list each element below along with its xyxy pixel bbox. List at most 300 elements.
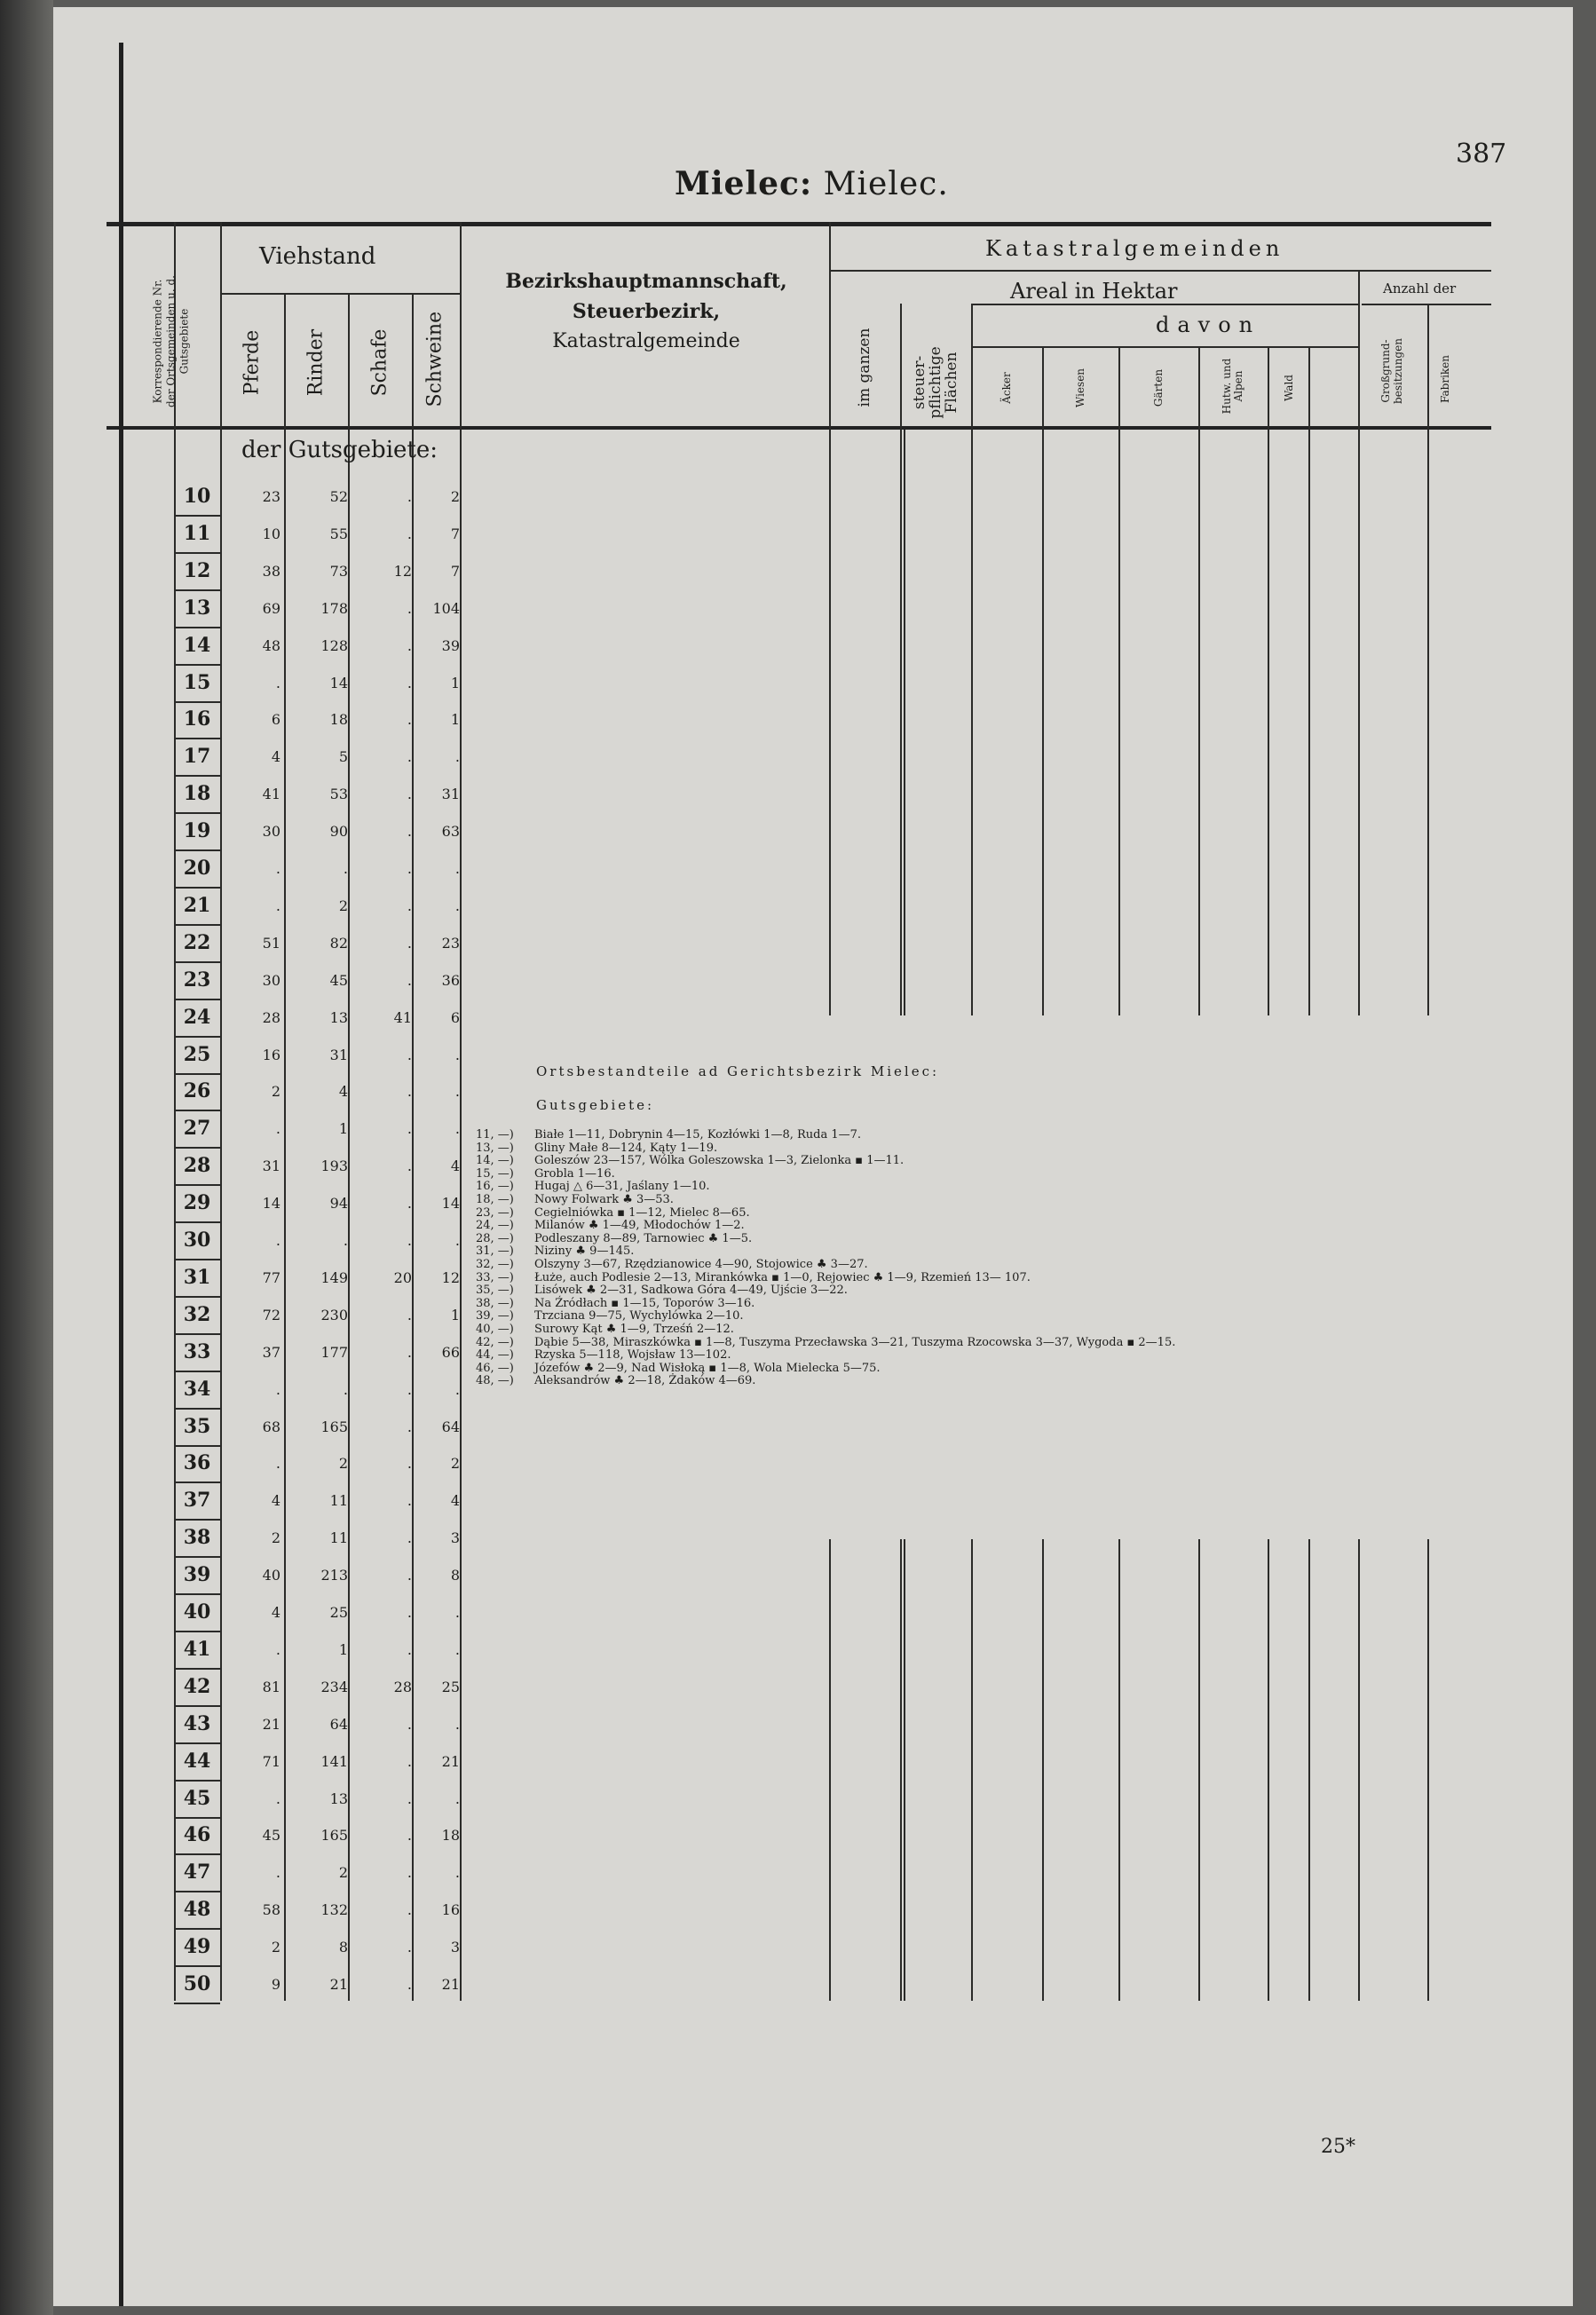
- table-row: [174, 1967, 460, 2004]
- cell-rinder: 11: [329, 1529, 348, 1547]
- cell-rinder: 1: [338, 1120, 348, 1138]
- cell-schafe: .: [407, 1046, 412, 1063]
- cell-pferde: 48: [262, 636, 280, 654]
- row-number: 47: [183, 1861, 211, 1884]
- cell-rinder: 165: [320, 1418, 348, 1435]
- ortsbestandteil-entry: [476, 1245, 1175, 1259]
- cell-schafe: .: [407, 1939, 412, 1956]
- table-row: [174, 889, 460, 926]
- cell-pferde: 4: [271, 1604, 280, 1621]
- book-spine-shadow: [0, 0, 53, 2315]
- cell-schweine: .: [454, 1604, 460, 1621]
- table-row: [174, 517, 460, 554]
- cell-schafe: .: [407, 1827, 412, 1845]
- entry-text: Goleszów 23—157, Wólka Goleszowska 1—3, Zielonka ▪ 1—11.: [534, 1154, 905, 1168]
- table-row: [174, 1855, 460, 1892]
- gutsgebiete-subheading: Gutsgebiete:: [536, 1097, 655, 1113]
- cell-pferde: 4: [271, 748, 280, 766]
- cell-pferde: .: [275, 1790, 280, 1807]
- cell-pferde: .: [275, 1380, 280, 1398]
- entry-text: Trzciana 9—75, Wychylówka 2—10.: [534, 1309, 744, 1323]
- cell-schweine: 3: [450, 1939, 460, 1956]
- cell-rinder: 1: [338, 1640, 348, 1658]
- cell-schafe: .: [407, 1195, 412, 1213]
- header-steuerpflichtige: steuer-pflichtige Flächen: [911, 346, 960, 419]
- body-col-line: [1118, 1539, 1120, 2001]
- entry-number: 40, —): [476, 1322, 514, 1336]
- cell-schweine: 6: [450, 1008, 460, 1026]
- cell-schafe: .: [407, 1158, 412, 1175]
- signature-mark: 25*: [1321, 2136, 1355, 2158]
- body-col-line: [904, 1539, 905, 2001]
- col-line: [1427, 304, 1429, 430]
- cell-schweine: 104: [432, 599, 460, 617]
- table-row: [174, 666, 460, 703]
- cell-schweine: 21: [441, 1976, 460, 1993]
- cell-schweine: .: [454, 1046, 460, 1063]
- table-row: [174, 926, 460, 963]
- table-row: [174, 1818, 460, 1855]
- body-col-line: [1198, 1539, 1200, 2001]
- cell-pferde: 37: [262, 1343, 280, 1361]
- cell-schafe: .: [407, 674, 412, 691]
- row-number: 33: [183, 1339, 211, 1363]
- page: [53, 7, 1573, 2306]
- cell-schweine: .: [454, 748, 460, 766]
- ortsbestandteil-entry: [476, 1129, 1175, 1142]
- areal-header: Areal in Hektar: [1010, 279, 1178, 304]
- cell-schweine: 7: [450, 525, 460, 542]
- cell-schafe: .: [407, 934, 412, 952]
- row-number: 35: [183, 1414, 211, 1438]
- cell-rinder: 82: [329, 934, 348, 952]
- cell-pferde: .: [275, 860, 280, 877]
- cell-rinder: 14: [329, 674, 348, 691]
- table-row: [174, 1670, 460, 1707]
- ortsbestandteil-entry: [476, 1375, 1175, 1388]
- cell-schafe: .: [407, 860, 412, 877]
- cell-rinder: 25: [329, 1604, 348, 1621]
- cell-schafe: 41: [393, 1008, 412, 1026]
- cell-schafe: .: [407, 1752, 412, 1770]
- bezirk-line1: Bezirkshauptmannschaft,: [505, 270, 787, 293]
- body-col-line: [1308, 430, 1310, 1015]
- header-aecker: Äcker: [1000, 372, 1013, 404]
- col-line: [1358, 270, 1360, 430]
- entry-number: 13, —): [476, 1141, 514, 1155]
- cell-pferde: 68: [262, 1418, 280, 1435]
- cell-schweine: 36: [441, 971, 460, 989]
- table-row: [174, 1483, 460, 1521]
- cell-schafe: .: [407, 1901, 412, 1919]
- row-number: 34: [183, 1377, 211, 1401]
- cell-schweine: .: [454, 1715, 460, 1733]
- davon-header: davon: [1156, 312, 1261, 337]
- cell-pferde: 45: [262, 1827, 280, 1845]
- cell-schafe: .: [407, 971, 412, 989]
- header-im-ganzen: im ganzen: [856, 328, 873, 407]
- entry-text: Lisówek ♣ 2—31, Sadkowa Góra 4—49, Ujście 3—22.: [534, 1284, 848, 1298]
- cell-schafe: .: [407, 488, 412, 505]
- cell-rinder: 31: [329, 1046, 348, 1063]
- cell-schafe: .: [407, 1567, 412, 1584]
- cell-schafe: .: [407, 823, 412, 841]
- table-top-rule: [107, 222, 1491, 226]
- ortsbestandteil-entry: [476, 1272, 1175, 1285]
- body-col-line: [829, 1539, 831, 2001]
- cell-schafe: .: [407, 1715, 412, 1733]
- entry-number: 18, —): [476, 1192, 514, 1206]
- table-row: [174, 554, 460, 591]
- cell-schafe: .: [407, 786, 412, 803]
- cell-schweine: 8: [450, 1567, 460, 1584]
- cell-pferde: 31: [262, 1158, 280, 1175]
- cell-schafe: .: [407, 1232, 412, 1249]
- cell-schweine: 1: [450, 1306, 460, 1323]
- cell-schweine: 21: [441, 1752, 460, 1770]
- body-col-line: [1308, 1539, 1310, 2001]
- cell-pferde: .: [275, 1120, 280, 1138]
- cell-rinder: 52: [329, 488, 348, 505]
- cell-schweine: .: [454, 1864, 460, 1882]
- cell-schweine: .: [454, 897, 460, 914]
- cell-schweine: 4: [450, 1492, 460, 1510]
- cell-pferde: 2: [271, 1083, 280, 1101]
- body-col-line: [1042, 1539, 1044, 2001]
- body-col-line: [1042, 430, 1044, 1015]
- cell-schweine: .: [454, 860, 460, 877]
- cell-schafe: .: [407, 1492, 412, 1510]
- cell-schafe: 12: [393, 562, 412, 580]
- cell-schafe: 28: [393, 1678, 412, 1695]
- cell-schweine: .: [454, 1640, 460, 1658]
- ortsbestandteil-entry: [476, 1168, 1175, 1181]
- header-pferde: Pferde: [241, 329, 264, 396]
- entry-number: 39, —): [476, 1309, 514, 1323]
- entry-number: 15, —): [476, 1166, 514, 1181]
- section-title: der Gutsgebiete:: [241, 437, 438, 463]
- col-line: [829, 222, 831, 430]
- cell-rinder: 18: [329, 711, 348, 729]
- table-row: [174, 1595, 460, 1632]
- cell-schweine: 18: [441, 1827, 460, 1845]
- table-row: [174, 702, 460, 739]
- cell-rinder: 94: [329, 1195, 348, 1213]
- cell-rinder: 178: [320, 599, 348, 617]
- ortsbestandteil-entry: [476, 1181, 1175, 1194]
- table-row: [174, 1521, 460, 1558]
- cell-schweine: 1: [450, 711, 460, 729]
- entry-number: 46, —): [476, 1361, 514, 1375]
- cell-rinder: .: [343, 860, 348, 877]
- ortsbestandteil-entry: [476, 1233, 1175, 1246]
- row-number: 14: [183, 633, 211, 657]
- entry-text: Podleszany 8—89, Tarnowiec ♣ 1—5.: [534, 1231, 753, 1245]
- cell-schweine: 2: [450, 488, 460, 505]
- cell-schafe: 20: [393, 1268, 412, 1286]
- cell-schweine: .: [454, 1120, 460, 1138]
- cell-schafe: .: [407, 1083, 412, 1101]
- table-row: [174, 628, 460, 666]
- ortsbestandteil-entry: [476, 1142, 1175, 1156]
- row-number: 31: [183, 1265, 211, 1289]
- row-number: 10: [183, 485, 211, 508]
- row-rule: [174, 2003, 220, 2004]
- cell-schweine: .: [454, 1380, 460, 1398]
- entry-number: 14, —): [476, 1154, 514, 1168]
- row-number: 50: [183, 1972, 211, 1995]
- header-schafe: Schafe: [368, 328, 391, 397]
- row-number: 39: [183, 1563, 211, 1587]
- entry-text: Grobla 1—16.: [534, 1166, 615, 1181]
- row-number: 18: [183, 782, 211, 806]
- body-col-line: [900, 1539, 902, 2001]
- ortsbestandteil-entry: [476, 1207, 1175, 1221]
- row-number: 25: [183, 1042, 211, 1066]
- cell-rinder: 2: [338, 897, 348, 914]
- cell-schafe: .: [407, 1120, 412, 1138]
- cell-pferde: .: [275, 1864, 280, 1882]
- table-row: [174, 963, 460, 1000]
- cell-schafe: .: [407, 1306, 412, 1323]
- cell-rinder: 64: [329, 1715, 348, 1733]
- header-wiesen: Wiesen: [1074, 367, 1086, 408]
- body-col-line: [1358, 1539, 1360, 2001]
- davon-rule: [971, 346, 1358, 348]
- col-line: [900, 304, 902, 430]
- cell-pferde: 2: [271, 1529, 280, 1547]
- cell-rinder: 2: [338, 1455, 348, 1473]
- body-col-line: [829, 430, 831, 1015]
- cell-pferde: 41: [262, 786, 280, 803]
- row-number: 38: [183, 1526, 211, 1550]
- entry-text: Aleksandrów ♣ 2—18, Żdaków 4—69.: [534, 1374, 756, 1388]
- cell-pferde: 21: [262, 1715, 280, 1733]
- col-line: [971, 304, 973, 430]
- table-row: [174, 1223, 460, 1260]
- row-number: 30: [183, 1229, 211, 1252]
- table-row: [174, 1558, 460, 1595]
- entry-text: Dąbie 5—38, Miraszkówka ▪ 1—8, Tuszyma Przecławska 3—21, Tuszyma Rzocowska 3—37, Wygoda ▪ 2—15.: [534, 1335, 1176, 1349]
- cell-schafe: .: [407, 636, 412, 654]
- body-col-line: [1268, 1539, 1269, 2001]
- cell-rinder: 73: [329, 562, 348, 580]
- cell-schweine: 64: [441, 1418, 460, 1435]
- col-line: [460, 222, 462, 2001]
- cell-rinder: 4: [338, 1083, 348, 1101]
- cell-pferde: 4: [271, 1492, 280, 1510]
- header-gaerten: Gärten: [1152, 368, 1165, 407]
- areal-rule: [971, 304, 1358, 305]
- margin-rule: [119, 43, 123, 2306]
- row-number: 36: [183, 1451, 211, 1475]
- entry-text: Nowy Folwark ♣ 3—53.: [534, 1192, 674, 1206]
- cell-schafe: .: [407, 1343, 412, 1361]
- ortsbestandteil-entry: [476, 1349, 1175, 1363]
- header-rinder: Rinder: [304, 328, 328, 397]
- table-row: [174, 1410, 460, 1447]
- cell-schweine: 3: [450, 1529, 460, 1547]
- body-col-line: [971, 1539, 973, 2001]
- cell-rinder: 132: [320, 1901, 348, 1919]
- cell-pferde: 9: [271, 1976, 280, 1993]
- entry-number: 16, —): [476, 1180, 514, 1194]
- cell-pferde: 72: [262, 1306, 280, 1323]
- entry-number: 42, —): [476, 1335, 514, 1349]
- katastral-rule: [829, 270, 1491, 272]
- cell-pferde: .: [275, 674, 280, 691]
- cell-rinder: 21: [329, 1976, 348, 1993]
- cell-schweine: 25: [441, 1678, 460, 1695]
- cell-rinder: .: [343, 1380, 348, 1398]
- row-number: 37: [183, 1489, 211, 1513]
- cell-rinder: 8: [338, 1939, 348, 1956]
- cell-schafe: .: [407, 1455, 412, 1473]
- table-row: [174, 739, 460, 777]
- entry-text: Olszyny 3—67, Rzędzianowice 4—90, Stojowice ♣ 3—27.: [534, 1257, 868, 1271]
- cell-schweine: 7: [450, 562, 460, 580]
- col-line: [1042, 346, 1044, 430]
- cell-rinder: 55: [329, 525, 348, 542]
- body-col-line: [1427, 1539, 1429, 2001]
- cell-rinder: 90: [329, 823, 348, 841]
- cell-schweine: .: [454, 1790, 460, 1807]
- cell-rinder: 165: [320, 1827, 348, 1845]
- cell-schweine: 66: [441, 1343, 460, 1361]
- row-number: 27: [183, 1117, 211, 1141]
- cell-pferde: 40: [262, 1567, 280, 1584]
- table-row: [174, 814, 460, 851]
- cell-schweine: 4: [450, 1158, 460, 1175]
- row-number: 45: [183, 1786, 211, 1810]
- cell-schafe: .: [407, 525, 412, 542]
- row-number: 22: [183, 930, 211, 954]
- cell-pferde: 30: [262, 823, 280, 841]
- entry-text: Niziny ♣ 9—145.: [534, 1244, 635, 1259]
- body-col-line: [1427, 430, 1429, 1015]
- ortsbestandteil-entry: [476, 1220, 1175, 1233]
- cell-pferde: 10: [262, 525, 280, 542]
- cell-schweine: 1: [450, 674, 460, 691]
- cell-rinder: 53: [329, 786, 348, 803]
- ortsbestandteil-entry: [476, 1323, 1175, 1337]
- header-wald: Wald: [1283, 375, 1295, 401]
- col-line: [1118, 346, 1120, 430]
- row-number: 44: [183, 1749, 211, 1773]
- cell-pferde: 77: [262, 1268, 280, 1286]
- row-number: 26: [183, 1079, 211, 1103]
- page-title: Mielec: Mielec.: [675, 165, 949, 202]
- entry-text: Gliny Małe 8—124, Kąty 1—19.: [534, 1141, 718, 1155]
- page-number: 387: [1456, 138, 1507, 170]
- body-col-line: [1358, 430, 1360, 1015]
- cell-rinder: 230: [320, 1306, 348, 1323]
- table-row: [174, 1298, 460, 1335]
- cell-rinder: 2: [338, 1864, 348, 1882]
- row-number: 19: [183, 819, 211, 843]
- viehstand-rule: [220, 293, 460, 295]
- entry-text: Cegielniówka ▪ 1—12, Mielec 8—65.: [534, 1205, 750, 1220]
- cell-schweine: .: [454, 1232, 460, 1249]
- table-row: [174, 1186, 460, 1223]
- header-fabriken: Fabriken: [1439, 354, 1451, 404]
- row-number: 32: [183, 1302, 211, 1326]
- row-number: 23: [183, 968, 211, 992]
- table-row: [174, 1074, 460, 1111]
- row-number: 41: [183, 1637, 211, 1661]
- entry-text: Milanów ♣ 1—49, Młodochów 1—2.: [534, 1219, 745, 1233]
- cell-schweine: 2: [450, 1455, 460, 1473]
- cell-schafe: .: [407, 1418, 412, 1435]
- entry-text: Józefów ♣ 2—9, Nad Wisłoką ▪ 1—8, Wola Mielecka 5—75.: [534, 1361, 881, 1375]
- header-schweine: Schweine: [423, 311, 446, 407]
- body-col-line: [904, 430, 905, 1015]
- entry-number: 35, —): [476, 1284, 514, 1298]
- cell-schafe: .: [407, 1790, 412, 1807]
- cell-pferde: 69: [262, 599, 280, 617]
- table-row: [174, 591, 460, 628]
- ortsbestandteil-entry: [476, 1194, 1175, 1207]
- cell-pferde: 14: [262, 1195, 280, 1213]
- cell-rinder: 234: [320, 1678, 348, 1695]
- header-hutweiden: Hutw. und Alpen: [1221, 358, 1244, 415]
- cell-rinder: 141: [320, 1752, 348, 1770]
- table-row: [174, 1149, 460, 1186]
- table-row: [174, 777, 460, 814]
- row-number: 17: [183, 745, 211, 769]
- cell-schafe: .: [407, 1976, 412, 1993]
- cell-pferde: 28: [262, 1008, 280, 1026]
- entry-number: 11, —): [476, 1128, 514, 1142]
- row-number: 40: [183, 1600, 211, 1624]
- cell-schafe: .: [407, 1640, 412, 1658]
- ortsbestandteil-entry: [476, 1284, 1175, 1298]
- table-row: [174, 1111, 460, 1149]
- ortsbestandteil-entry: [476, 1155, 1175, 1168]
- row-number: 21: [183, 893, 211, 917]
- cell-pferde: .: [275, 1455, 280, 1473]
- cell-pferde: .: [275, 897, 280, 914]
- entry-number: 31, —): [476, 1244, 514, 1259]
- cell-pferde: 30: [262, 971, 280, 989]
- entry-text: Hugaj △ 6—31, Jaślany 1—10.: [534, 1180, 710, 1194]
- entry-text: Białe 1—11, Dobrynin 4—15, Kozłówki 1—8, Ruda 1—7.: [534, 1128, 862, 1142]
- cell-schafe: .: [407, 599, 412, 617]
- body-col-line: [1268, 430, 1269, 1015]
- row-number: 42: [183, 1674, 211, 1698]
- table-row: [174, 1632, 460, 1670]
- row-number: 49: [183, 1935, 211, 1959]
- row-number: 24: [183, 1005, 211, 1029]
- table-row: [174, 1707, 460, 1744]
- cell-schafe: .: [407, 1604, 412, 1621]
- col-line: [1268, 346, 1269, 430]
- table-row: [174, 1892, 460, 1930]
- cell-schweine: 63: [441, 823, 460, 841]
- entry-text: Łuże, auch Podlesie 2—13, Mirankówka ▪ 1—0, Rejowiec ♣ 1—9, Rzemień 13— 107.: [534, 1270, 1031, 1284]
- cell-pferde: 71: [262, 1752, 280, 1770]
- cell-rinder: 149: [320, 1268, 348, 1286]
- ortsbestandteil-entry: [476, 1310, 1175, 1323]
- cell-pferde: 23: [262, 488, 280, 505]
- row-number: 28: [183, 1154, 211, 1178]
- table-row: [174, 479, 460, 517]
- cell-pferde: 38: [262, 562, 280, 580]
- cell-schweine: 14: [441, 1195, 460, 1213]
- entry-number: 28, —): [476, 1231, 514, 1245]
- cell-pferde: 6: [271, 711, 280, 729]
- row-number: 15: [183, 670, 211, 694]
